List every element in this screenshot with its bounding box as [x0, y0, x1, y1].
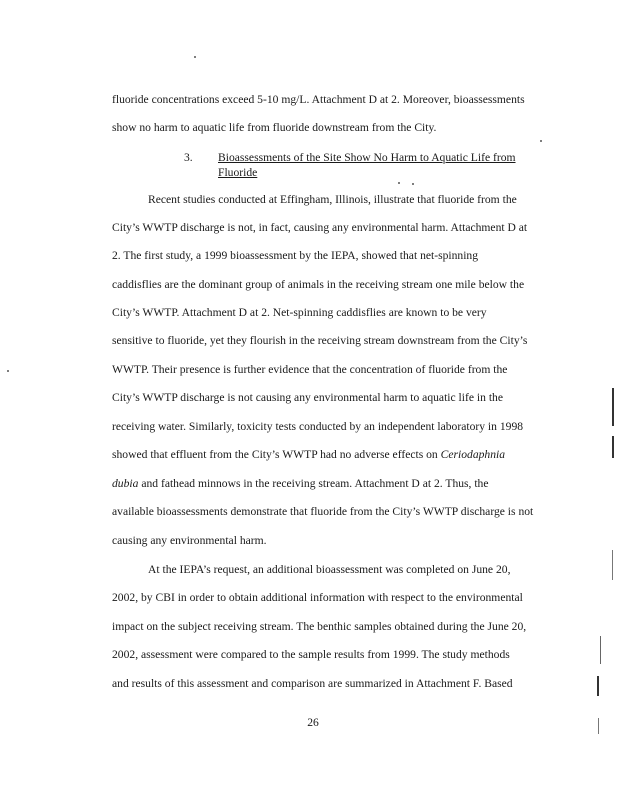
text-line: 2002, by CBI in order to obtain additional information with respect to the environmental — [112, 591, 523, 604]
margin-mark — [600, 636, 601, 664]
text-line: caddisflies are the dominant group of animals in the receiving stream one mile below the — [112, 278, 525, 291]
scan-speckle — [412, 183, 414, 185]
text-line: sensitive to fluoride, yet they flourish in the receiving stream downstream from the City’s — [112, 334, 528, 347]
scan-speckle — [540, 140, 542, 142]
margin-mark — [612, 550, 613, 580]
text-line: City’s WWTP discharge is not, in fact, causing any environmental harm. Attachment D at — [112, 221, 528, 234]
text-line — [112, 477, 548, 491]
text-line: impact on the subject receiving stream. The benthic samples obtained during the June 20, — [112, 620, 527, 633]
page-number: 26 — [307, 716, 319, 729]
margin-mark — [612, 436, 614, 458]
text-run: and fathead minnows in the receiving stream. Attachment D at 2. Thus, the — [138, 477, 489, 490]
species-name: Ceriodaphnia — [440, 448, 506, 461]
scan-speckle — [398, 182, 400, 184]
text-line: fluoride concentrations exceed 5-10 mg/L. Attachment D at 2. Moreover, bioassessments — [112, 93, 525, 106]
text-line: and results of this assessment and comparison are summarized in Attachment F. Based — [112, 677, 513, 690]
scan-speckle — [194, 56, 196, 58]
text-line: City’s WWTP. Attachment D at 2. Net-spinning caddisflies are known to be very — [112, 306, 487, 319]
text-line: 2002, assessment were compared to the sample results from 1999. The study methods — [112, 648, 510, 661]
text-line: Recent studies conducted at Effingham, Illinois, illustrate that fluoride from the — [148, 193, 517, 206]
text-line: City’s WWTP discharge is not causing any environmental harm to aquatic life in the — [112, 391, 503, 404]
species-name: dubia — [112, 477, 139, 490]
scan-speckle — [7, 370, 9, 372]
margin-mark — [597, 676, 599, 696]
text-line: WWTP. Their presence is further evidence that the concentration of fluoride from the — [112, 363, 508, 376]
section-number: 3. — [184, 151, 193, 164]
text-line: receiving water. Similarly, toxicity tests conducted by an independent laboratory in 1998 — [112, 420, 524, 433]
text-line: 2. The first study, a 1999 bioassessment by the IEPA, showed that net-spinning — [112, 249, 479, 262]
margin-mark — [598, 718, 599, 734]
text-line — [112, 448, 548, 462]
text-line: available bioassessments demonstrate that fluoride from the City’s WWTP discharge is not — [112, 505, 534, 518]
text-run: showed that effluent from the City’s WWTP had no adverse effects on — [112, 448, 441, 461]
margin-mark — [612, 388, 614, 426]
text-line: At the IEPA’s request, an additional bioassessment was completed on June 20, — [148, 563, 511, 576]
text-line: causing any environmental harm. — [112, 534, 267, 547]
text-line: show no harm to aquatic life from fluoride downstream from the City. — [112, 121, 437, 134]
section-title: Bioassessments of the Site Show No Harm to Aquatic Life from Fluoride — [218, 151, 516, 179]
